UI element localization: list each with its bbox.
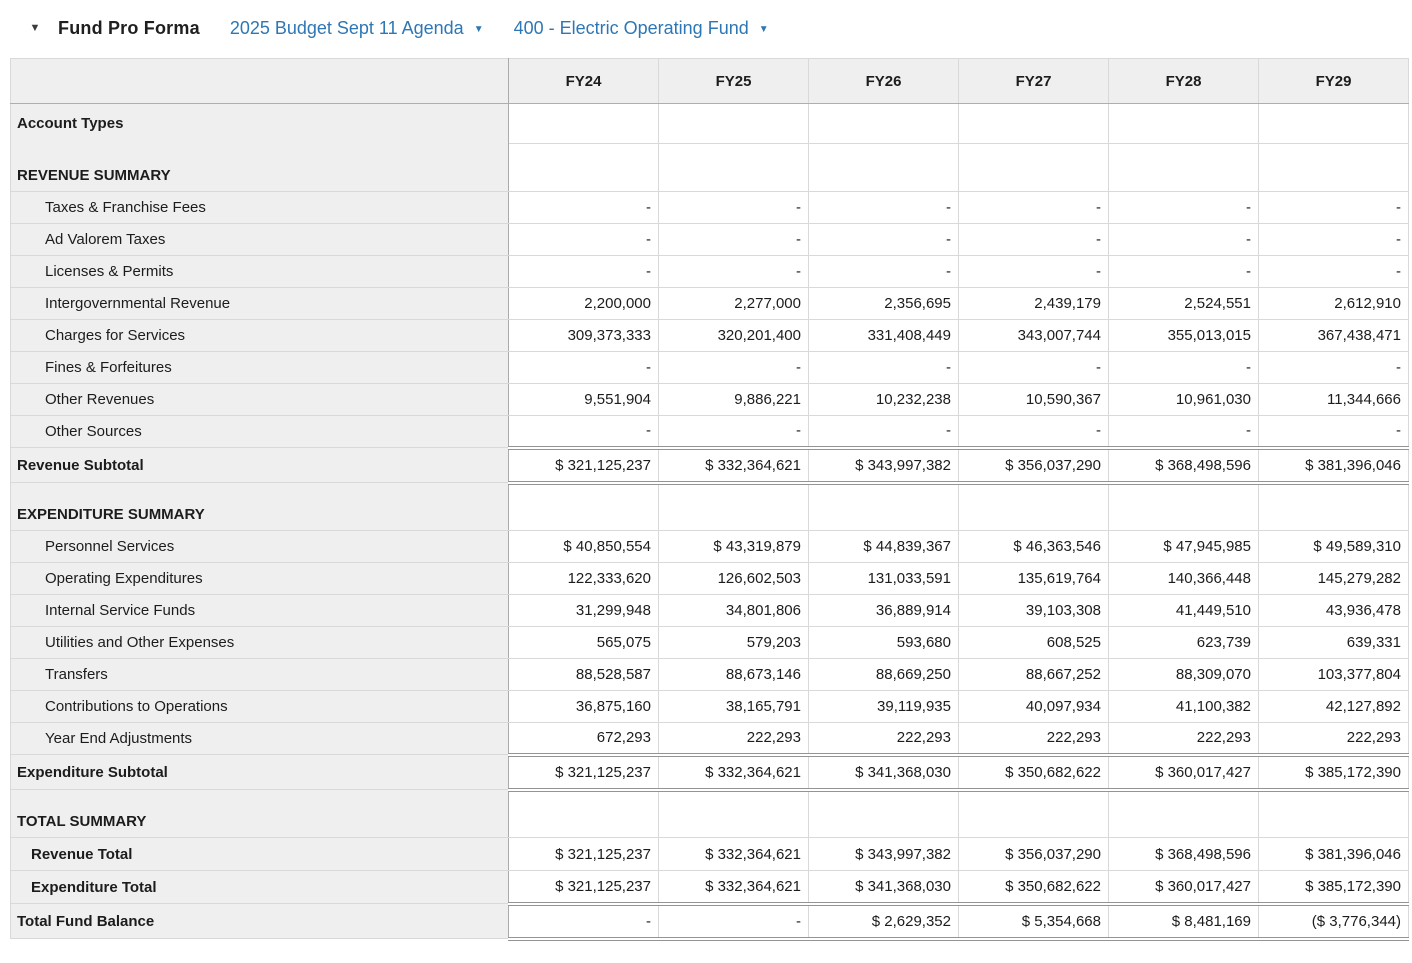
row-label-total-summary: TOTAL SUMMARY	[11, 790, 509, 838]
cell-total-summary-fy26	[809, 790, 959, 838]
cell-year-end-adjustments-fy28: 222,293	[1109, 723, 1259, 755]
cell-operating-expenditures-fy26: 131,033,591	[809, 563, 959, 595]
cell-year-end-adjustments-fy29: 222,293	[1259, 723, 1409, 755]
cell-personnel-services-fy25: $ 43,319,879	[659, 531, 809, 563]
row-label-licenses-permits: Licenses & Permits	[11, 256, 509, 288]
row-label-revenue-total: Revenue Total	[11, 838, 509, 871]
cell-account-types-fy24	[509, 104, 659, 144]
cell-taxes-franchise-fees-fy27: -	[959, 192, 1109, 224]
cell-fines-forfeitures-fy25: -	[659, 352, 809, 384]
fund-proforma-table	[10, 58, 1409, 941]
cell-revenue-total-fy28: $ 368,498,596	[1109, 838, 1259, 871]
page-title: Fund Pro Forma	[58, 17, 200, 38]
cell-licenses-permits-fy28: -	[1109, 256, 1259, 288]
cell-expenditure-subtotal-fy26: $ 341,368,030	[809, 755, 959, 790]
cell-other-sources-fy27: -	[959, 416, 1109, 448]
cell-revenue-subtotal-fy24: $ 321,125,237	[509, 448, 659, 483]
cell-fines-forfeitures-fy27: -	[959, 352, 1109, 384]
row-label-expenditure-subtotal: Expenditure Subtotal	[11, 755, 509, 790]
cell-other-revenues-fy28: 10,961,030	[1109, 384, 1259, 416]
cell-account-types-fy26	[809, 104, 959, 144]
cell-utilities-other-expenses-fy28: 623,739	[1109, 627, 1259, 659]
cell-expenditure-summary-fy29	[1259, 483, 1409, 531]
cell-year-end-adjustments-fy27: 222,293	[959, 723, 1109, 755]
cell-operating-expenditures-fy25: 126,602,503	[659, 563, 809, 595]
cell-expenditure-summary-fy27	[959, 483, 1109, 531]
cell-licenses-permits-fy25: -	[659, 256, 809, 288]
row-label-fines-forfeitures: Fines & Forfeitures	[11, 352, 509, 384]
cell-licenses-permits-fy27: -	[959, 256, 1109, 288]
cell-intergovernmental-revenue-fy28: 2,524,551	[1109, 288, 1259, 320]
table-row-charges-for-services	[11, 320, 1409, 352]
column-header-fy24: FY24	[509, 59, 659, 104]
cell-ad-valorem-taxes-fy27: -	[959, 224, 1109, 256]
table-row-other-sources	[11, 416, 1409, 448]
cell-revenue-total-fy24: $ 321,125,237	[509, 838, 659, 871]
cell-other-revenues-fy27: 10,590,367	[959, 384, 1109, 416]
cell-expenditure-subtotal-fy27: $ 350,682,622	[959, 755, 1109, 790]
cell-transfers-fy25: 88,673,146	[659, 659, 809, 691]
cell-fines-forfeitures-fy24: -	[509, 352, 659, 384]
cell-expenditure-summary-fy25	[659, 483, 809, 531]
cell-revenue-subtotal-fy25: $ 332,364,621	[659, 448, 809, 483]
fund-dropdown[interactable]	[514, 18, 769, 39]
cell-charges-for-services-fy27: 343,007,744	[959, 320, 1109, 352]
cell-account-types-fy28	[1109, 104, 1259, 144]
cell-contributions-to-operations-fy25: 38,165,791	[659, 691, 809, 723]
cell-revenue-summary-fy26	[809, 144, 959, 192]
cell-licenses-permits-fy26: -	[809, 256, 959, 288]
dropdown-caret-icon: ▼	[758, 24, 769, 35]
collapse-caret-icon[interactable]: ▼	[29, 22, 41, 34]
cell-ad-valorem-taxes-fy26: -	[809, 224, 959, 256]
cell-ad-valorem-taxes-fy28: -	[1109, 224, 1259, 256]
cell-transfers-fy24: 88,528,587	[509, 659, 659, 691]
cell-internal-service-funds-fy25: 34,801,806	[659, 595, 809, 627]
row-label-ad-valorem-taxes: Ad Valorem Taxes	[11, 224, 509, 256]
cell-charges-for-services-fy25: 320,201,400	[659, 320, 809, 352]
cell-account-types-fy29	[1259, 104, 1409, 144]
row-label-total-fund-balance: Total Fund Balance	[11, 904, 509, 939]
cell-revenue-total-fy27: $ 356,037,290	[959, 838, 1109, 871]
table-row-intergovernmental-revenue	[11, 288, 1409, 320]
cell-total-fund-balance-fy29: ($ 3,776,344)	[1259, 904, 1409, 939]
cell-other-sources-fy29: -	[1259, 416, 1409, 448]
cell-expenditure-subtotal-fy29: $ 385,172,390	[1259, 755, 1409, 790]
cell-charges-for-services-fy28: 355,013,015	[1109, 320, 1259, 352]
row-label-expenditure-total: Expenditure Total	[11, 871, 509, 904]
column-header-fy26: FY26	[809, 59, 959, 104]
table-row-personnel-services	[11, 531, 1409, 563]
table-row-fines-forfeitures	[11, 352, 1409, 384]
cell-revenue-subtotal-fy26: $ 343,997,382	[809, 448, 959, 483]
table-row-other-revenues	[11, 384, 1409, 416]
cell-transfers-fy29: 103,377,804	[1259, 659, 1409, 691]
cell-utilities-other-expenses-fy26: 593,680	[809, 627, 959, 659]
cell-total-summary-fy27	[959, 790, 1109, 838]
cell-personnel-services-fy29: $ 49,589,310	[1259, 531, 1409, 563]
row-label-utilities-other-expenses: Utilities and Other Expenses	[11, 627, 509, 659]
fund-label: 400 - Electric Operating Fund	[513, 17, 749, 38]
cell-revenue-total-fy26: $ 343,997,382	[809, 838, 959, 871]
cell-taxes-franchise-fees-fy29: -	[1259, 192, 1409, 224]
cell-other-sources-fy28: -	[1109, 416, 1259, 448]
table-row-utilities-other-expenses	[11, 627, 1409, 659]
cell-revenue-summary-fy24	[509, 144, 659, 192]
table-row-total-summary	[11, 790, 1409, 838]
cell-fines-forfeitures-fy28: -	[1109, 352, 1259, 384]
table-row-total-fund-balance	[11, 904, 1409, 939]
cell-ad-valorem-taxes-fy29: -	[1259, 224, 1409, 256]
cell-year-end-adjustments-fy26: 222,293	[809, 723, 959, 755]
table-row-expenditure-total	[11, 871, 1409, 904]
cell-other-sources-fy25: -	[659, 416, 809, 448]
cell-contributions-to-operations-fy28: 41,100,382	[1109, 691, 1259, 723]
cell-expenditure-summary-fy28	[1109, 483, 1259, 531]
cell-internal-service-funds-fy28: 41,449,510	[1109, 595, 1259, 627]
cell-total-fund-balance-fy25: -	[659, 904, 809, 939]
cell-transfers-fy27: 88,667,252	[959, 659, 1109, 691]
cell-internal-service-funds-fy26: 36,889,914	[809, 595, 959, 627]
cell-transfers-fy28: 88,309,070	[1109, 659, 1259, 691]
row-label-intergovernmental-revenue: Intergovernmental Revenue	[11, 288, 509, 320]
cell-expenditure-total-fy29: $ 385,172,390	[1259, 871, 1409, 904]
cell-total-fund-balance-fy26: $ 2,629,352	[809, 904, 959, 939]
row-label-charges-for-services: Charges for Services	[11, 320, 509, 352]
column-header-fy27: FY27	[959, 59, 1109, 104]
cell-total-summary-fy25	[659, 790, 809, 838]
table-row-operating-expenditures	[11, 563, 1409, 595]
cell-expenditure-summary-fy26	[809, 483, 959, 531]
budget-version-label: 2025 Budget Sept 11 Agenda	[229, 17, 464, 38]
table-row-taxes-franchise-fees	[11, 192, 1409, 224]
row-label-transfers: Transfers	[11, 659, 509, 691]
cell-charges-for-services-fy26: 331,408,449	[809, 320, 959, 352]
cell-personnel-services-fy26: $ 44,839,367	[809, 531, 959, 563]
cell-revenue-summary-fy29	[1259, 144, 1409, 192]
cell-personnel-services-fy27: $ 46,363,546	[959, 531, 1109, 563]
row-label-contributions-to-operations: Contributions to Operations	[11, 691, 509, 723]
cell-revenue-summary-fy28	[1109, 144, 1259, 192]
cell-total-fund-balance-fy28: $ 8,481,169	[1109, 904, 1259, 939]
table-row-expenditure-subtotal	[11, 755, 1409, 790]
cell-taxes-franchise-fees-fy25: -	[659, 192, 809, 224]
cell-revenue-subtotal-fy29: $ 381,396,046	[1259, 448, 1409, 483]
cell-personnel-services-fy24: $ 40,850,554	[509, 531, 659, 563]
row-label-taxes-franchise-fees: Taxes & Franchise Fees	[11, 192, 509, 224]
cell-operating-expenditures-fy27: 135,619,764	[959, 563, 1109, 595]
cell-expenditure-total-fy25: $ 332,364,621	[659, 871, 809, 904]
cell-personnel-services-fy28: $ 47,945,985	[1109, 531, 1259, 563]
cell-operating-expenditures-fy28: 140,366,448	[1109, 563, 1259, 595]
row-label-operating-expenditures: Operating Expenditures	[11, 563, 509, 595]
cell-internal-service-funds-fy27: 39,103,308	[959, 595, 1109, 627]
table-row-revenue-total	[11, 838, 1409, 871]
table-row-contributions-to-operations	[11, 691, 1409, 723]
table-row-ad-valorem-taxes	[11, 224, 1409, 256]
cell-other-revenues-fy26: 10,232,238	[809, 384, 959, 416]
cell-expenditure-summary-fy24	[509, 483, 659, 531]
cell-transfers-fy26: 88,669,250	[809, 659, 959, 691]
row-label-year-end-adjustments: Year End Adjustments	[11, 723, 509, 755]
cell-expenditure-subtotal-fy24: $ 321,125,237	[509, 755, 659, 790]
cell-utilities-other-expenses-fy27: 608,525	[959, 627, 1109, 659]
cell-contributions-to-operations-fy24: 36,875,160	[509, 691, 659, 723]
cell-expenditure-subtotal-fy28: $ 360,017,427	[1109, 755, 1259, 790]
table-row-expenditure-summary	[11, 483, 1409, 531]
cell-taxes-franchise-fees-fy26: -	[809, 192, 959, 224]
cell-intergovernmental-revenue-fy27: 2,439,179	[959, 288, 1109, 320]
table-row-year-end-adjustments	[11, 723, 1409, 755]
row-label-internal-service-funds: Internal Service Funds	[11, 595, 509, 627]
cell-expenditure-subtotal-fy25: $ 332,364,621	[659, 755, 809, 790]
column-header-fy28: FY28	[1109, 59, 1259, 104]
cell-other-revenues-fy25: 9,886,221	[659, 384, 809, 416]
cell-expenditure-total-fy26: $ 341,368,030	[809, 871, 959, 904]
cell-account-types-fy27	[959, 104, 1109, 144]
cell-year-end-adjustments-fy25: 222,293	[659, 723, 809, 755]
cell-revenue-total-fy25: $ 332,364,621	[659, 838, 809, 871]
cell-operating-expenditures-fy29: 145,279,282	[1259, 563, 1409, 595]
cell-other-revenues-fy29: 11,344,666	[1259, 384, 1409, 416]
table-row-licenses-permits	[11, 256, 1409, 288]
cell-charges-for-services-fy24: 309,373,333	[509, 320, 659, 352]
table-row-transfers	[11, 659, 1409, 691]
cell-total-fund-balance-fy27: $ 5,354,668	[959, 904, 1109, 939]
cell-intergovernmental-revenue-fy26: 2,356,695	[809, 288, 959, 320]
table-row-revenue-summary	[11, 144, 1409, 192]
cell-operating-expenditures-fy24: 122,333,620	[509, 563, 659, 595]
cell-ad-valorem-taxes-fy24: -	[509, 224, 659, 256]
row-label-expenditure-summary: EXPENDITURE SUMMARY	[11, 483, 509, 531]
cell-account-types-fy25	[659, 104, 809, 144]
row-label-revenue-subtotal: Revenue Subtotal	[11, 448, 509, 483]
cell-contributions-to-operations-fy29: 42,127,892	[1259, 691, 1409, 723]
cell-other-sources-fy24: -	[509, 416, 659, 448]
cell-total-fund-balance-fy24: -	[509, 904, 659, 939]
cell-contributions-to-operations-fy27: 40,097,934	[959, 691, 1109, 723]
cell-ad-valorem-taxes-fy25: -	[659, 224, 809, 256]
table-row-internal-service-funds	[11, 595, 1409, 627]
cell-expenditure-total-fy28: $ 360,017,427	[1109, 871, 1259, 904]
cell-utilities-other-expenses-fy29: 639,331	[1259, 627, 1409, 659]
column-header-fy25: FY25	[659, 59, 809, 104]
cell-other-sources-fy26: -	[809, 416, 959, 448]
budget-version-dropdown[interactable]	[230, 18, 484, 39]
cell-licenses-permits-fy24: -	[509, 256, 659, 288]
cell-intergovernmental-revenue-fy25: 2,277,000	[659, 288, 809, 320]
row-label-other-sources: Other Sources	[11, 416, 509, 448]
table-row-revenue-subtotal	[11, 448, 1409, 483]
cell-other-revenues-fy24: 9,551,904	[509, 384, 659, 416]
cell-internal-service-funds-fy24: 31,299,948	[509, 595, 659, 627]
row-label-revenue-summary: REVENUE SUMMARY	[11, 144, 509, 192]
corner-cell	[11, 59, 509, 104]
cell-charges-for-services-fy29: 367,438,471	[1259, 320, 1409, 352]
cell-revenue-subtotal-fy27: $ 356,037,290	[959, 448, 1109, 483]
table-row-account-types	[11, 104, 1409, 144]
cell-revenue-summary-fy25	[659, 144, 809, 192]
cell-total-summary-fy28	[1109, 790, 1259, 838]
row-label-personnel-services: Personnel Services	[11, 531, 509, 563]
row-label-account-types: Account Types	[11, 104, 509, 144]
cell-total-summary-fy29	[1259, 790, 1409, 838]
cell-total-summary-fy24	[509, 790, 659, 838]
toolbar	[0, 0, 1412, 50]
cell-fines-forfeitures-fy26: -	[809, 352, 959, 384]
cell-intergovernmental-revenue-fy24: 2,200,000	[509, 288, 659, 320]
cell-taxes-franchise-fees-fy28: -	[1109, 192, 1259, 224]
cell-revenue-subtotal-fy28: $ 368,498,596	[1109, 448, 1259, 483]
column-header-row	[11, 59, 1409, 104]
cell-utilities-other-expenses-fy25: 579,203	[659, 627, 809, 659]
cell-contributions-to-operations-fy26: 39,119,935	[809, 691, 959, 723]
cell-revenue-summary-fy27	[959, 144, 1109, 192]
cell-revenue-total-fy29: $ 381,396,046	[1259, 838, 1409, 871]
cell-intergovernmental-revenue-fy29: 2,612,910	[1259, 288, 1409, 320]
cell-expenditure-total-fy24: $ 321,125,237	[509, 871, 659, 904]
cell-year-end-adjustments-fy24: 672,293	[509, 723, 659, 755]
cell-internal-service-funds-fy29: 43,936,478	[1259, 595, 1409, 627]
dropdown-caret-icon: ▼	[473, 24, 484, 35]
cell-taxes-franchise-fees-fy24: -	[509, 192, 659, 224]
column-header-fy29: FY29	[1259, 59, 1409, 104]
cell-expenditure-total-fy27: $ 350,682,622	[959, 871, 1109, 904]
cell-licenses-permits-fy29: -	[1259, 256, 1409, 288]
cell-fines-forfeitures-fy29: -	[1259, 352, 1409, 384]
row-label-other-revenues: Other Revenues	[11, 384, 509, 416]
cell-utilities-other-expenses-fy24: 565,075	[509, 627, 659, 659]
